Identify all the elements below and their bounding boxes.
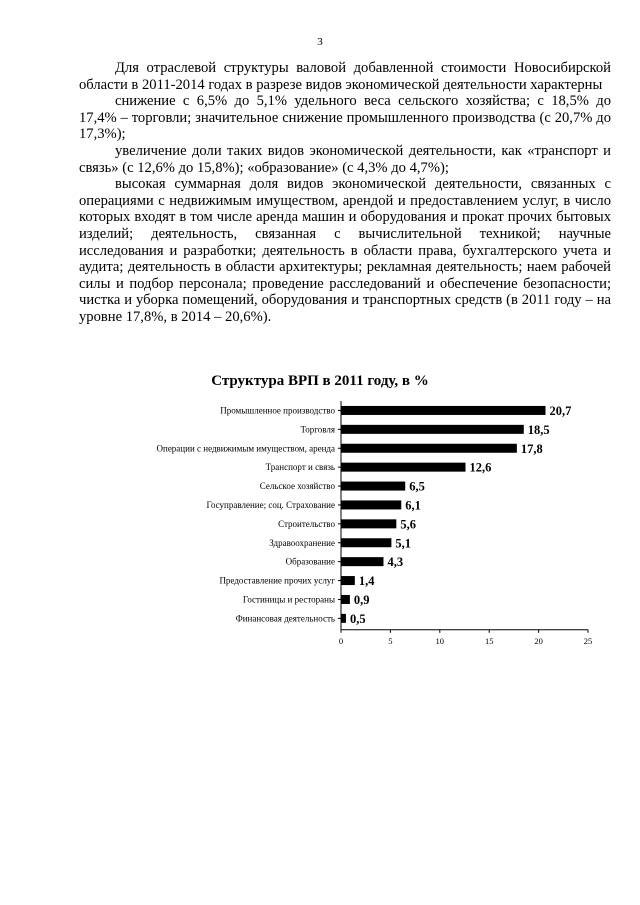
data-label: 18,5 (527, 422, 550, 437)
x-tick-label: 10 (435, 635, 445, 646)
category-label: Операции с недвижимым имуществом, аренда (156, 443, 335, 454)
category-label: Гостиницы и рестораны (242, 594, 335, 605)
data-label: 20,7 (549, 403, 572, 418)
data-label: 12,6 (469, 460, 492, 475)
paragraph-services: высокая суммарная доля видов экономической деятельности, связанных с операциями с недвижимым имуществом, арендой и предоставлением услуг, в число которых входят в том числе аренда машин и оборудования и прокат прочих бытовых изделий; деятельность, связанная с вычислительной техникой; научные исследования и разработки; деятельность в области права, бухгалтерского учета и аудита; деятельность в области архитектуры; рекламная деятельность; наем рабочей силы и подбор персонала; проведение расследований и обеспечение безопасности; чистка и уборка помещений, оборудования и транспортных средств (в 2011 году – на уровне 17,8%, в 2014 – 20,6%). (79, 176, 611, 325)
bar (341, 406, 546, 415)
x-tick-label: 5 (388, 635, 393, 646)
category-label: Торговля (300, 424, 335, 435)
category-label: Госуправление; соц. Страхование (206, 499, 335, 510)
x-tick-label: 25 (583, 635, 593, 646)
data-label: 1,4 (358, 574, 375, 589)
category-label: Предоставление прочих услуг (219, 575, 335, 586)
bar (341, 519, 396, 528)
bar (341, 614, 346, 623)
bar (341, 595, 350, 604)
category-label: Строительство (278, 518, 335, 529)
data-label: 6,5 (409, 479, 425, 494)
data-label: 17,8 (520, 441, 543, 456)
x-tick-label: 20 (534, 635, 543, 646)
x-tick-label: 15 (484, 635, 494, 646)
paragraph-decrease: снижение с 6,5% до 5,1% удельного веса сельского хозяйства; с 18,5% до 17,4% – торговли; значительное снижение промышленного производства (с 20,7% до 17,3%); (79, 93, 611, 143)
category-label: Образование (285, 556, 335, 567)
category-label: Промышленное производство (220, 405, 335, 416)
bar (341, 444, 517, 453)
category-label: Транспорт и связь (265, 462, 335, 473)
data-label: 4,3 (387, 555, 404, 570)
bar (341, 576, 355, 585)
data-label: 0,5 (349, 611, 366, 626)
bar (341, 557, 383, 566)
paragraph-intro: Для отраслевой структуры валовой добавленной стоимости Новосибирской области в 2011-2014 годах в разрезе видов экономической деятельности характерны (79, 60, 611, 93)
paragraph-increase: увеличение доли таких видов экономической деятельности, как «транспорт и связь» (с 12,6% до 15,8%); «образование» (с 4,3% до 4,7%); (79, 142, 611, 176)
category-label: Здравоохранение (269, 537, 335, 548)
bar (341, 482, 405, 491)
data-label: 5,1 (395, 536, 412, 551)
data-label: 0,9 (353, 592, 370, 607)
page-number: 3 (317, 36, 323, 48)
data-label: 5,6 (400, 517, 416, 532)
bar (341, 425, 524, 434)
chart-title: Структура ВРП в 2011 году, в % (211, 373, 429, 389)
data-label: 6,1 (405, 498, 421, 513)
category-label: Сельское хозяйство (259, 481, 335, 492)
category-label: Финансовая деятельность (235, 613, 335, 624)
x-tick-label: 0 (338, 635, 344, 646)
bar (341, 538, 391, 547)
bar (341, 463, 465, 472)
bar (341, 500, 401, 509)
